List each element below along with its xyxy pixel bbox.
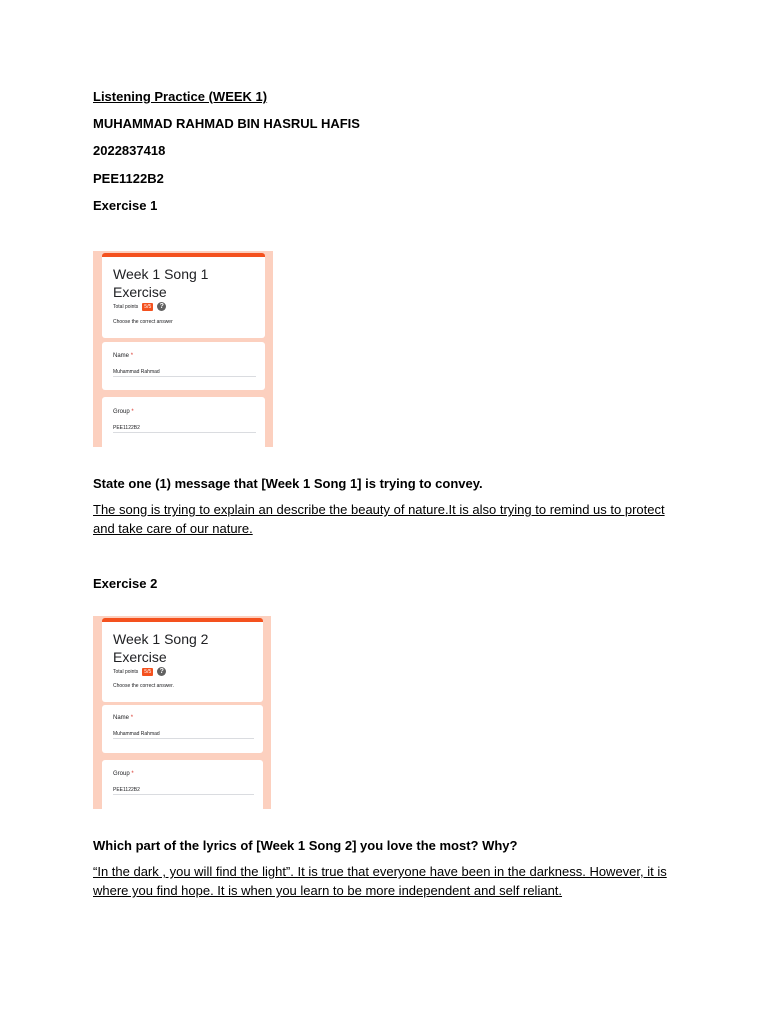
group-label: Group * (113, 771, 134, 777)
help-icon[interactable]: ? (157, 667, 166, 676)
score-badge: 5/5 (144, 668, 152, 675)
student-id: 2022837418 (93, 143, 166, 158)
name-label: Name * (113, 715, 134, 721)
form-instruction: Choose the correct answer. (113, 683, 174, 689)
exercise-2-heading: Exercise 2 (93, 576, 158, 591)
group-label: Group * (113, 409, 134, 415)
exercise-2-question: Which part of the lyrics of [Week 1 Song 2] you love the most? Why? (93, 838, 518, 853)
help-icon[interactable]: ? (157, 302, 166, 311)
exercise-2-form-screenshot (93, 616, 271, 809)
total-points-row (113, 667, 166, 676)
group-underline (113, 794, 254, 795)
name-value: Muhammad Rahmad (113, 369, 160, 375)
form-subtitle: Exercise (113, 284, 167, 300)
form-title: Week 1 Song 1 (113, 266, 209, 282)
score-badge: 5/5 (144, 303, 152, 310)
form-instruction: Choose the correct answer (113, 319, 173, 325)
form-subtitle: Exercise (113, 649, 167, 665)
student-name: MUHAMMAD RAHMAD BIN HASRUL HAFIS (93, 116, 360, 131)
total-points-label: Total points (113, 303, 139, 310)
total-points-label: Total points (113, 668, 139, 675)
form-header-card (102, 618, 263, 702)
name-underline (113, 376, 256, 377)
name-underline (113, 738, 254, 739)
name-question-card (102, 705, 263, 753)
group-value: PEE1122B2 (113, 425, 140, 431)
total-points-row (113, 302, 166, 311)
group-value: PEE1122B2 (113, 787, 140, 793)
group-question-card (102, 760, 263, 809)
group-underline (113, 432, 256, 433)
document-title: Listening Practice (WEEK 1) (93, 89, 268, 104)
name-value: Muhammad Rahmad (113, 731, 160, 737)
exercise-1-form-screenshot (93, 251, 273, 447)
exercise-1-question: State one (1) message that [Week 1 Song 1] is trying to convey. (93, 476, 483, 491)
name-label: Name * (113, 353, 134, 359)
form-title: Week 1 Song 2 (113, 631, 209, 647)
name-question-card (102, 342, 265, 390)
group-code: PEE1122B2 (93, 171, 164, 186)
exercise-2-answer: “In the dark , you will find the light”. It is true that everyone have been in the darkness. However, it is where you find hope. It is when you learn to be more independent and self reliant. (93, 864, 667, 898)
exercise-1-heading: Exercise 1 (93, 198, 158, 213)
group-question-card (102, 397, 265, 447)
exercise-1-answer: The song is trying to explain an describe the beauty of nature.It is also trying to remind us to protect and take care of our nature. (93, 502, 665, 536)
form-header-card (102, 253, 265, 338)
